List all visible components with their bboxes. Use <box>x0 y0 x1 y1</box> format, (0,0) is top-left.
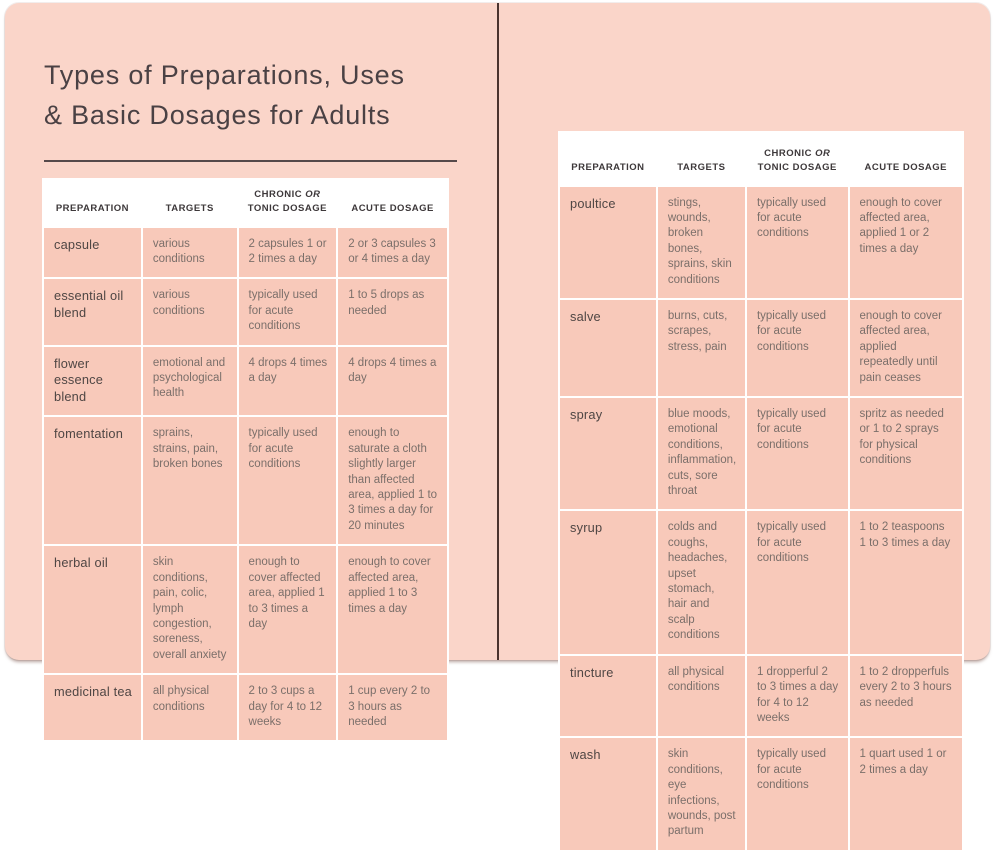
table-row <box>44 675 447 740</box>
acute-dosage-cell: 4 drops 4 times a day <box>338 347 447 416</box>
targets-cell: skin conditions, eye infections, wounds, post partum <box>658 738 745 849</box>
acute-dosage-cell: enough to saturate a cloth slightly larger than affected area, applied 1 to 3 times a day for 20 minutes <box>338 417 447 544</box>
acute-dosage-cell: 2 or 3 capsules 3 or 4 times a day <box>338 228 447 278</box>
preparation-cell: salve <box>560 300 656 396</box>
chronic-tonic-dosage-cell: typically used for acute conditions <box>239 417 337 544</box>
column-header-acute-dosage: ACUTE DOSAGE <box>338 180 447 226</box>
acute-dosage-cell: 1 to 5 drops as needed <box>338 279 447 344</box>
acute-dosage-cell: enough to cover affected area, applied 1 or 2 times a day <box>850 187 962 298</box>
table-header-row <box>44 180 447 226</box>
chronic-tonic-dosage-cell: typically used for acute conditions <box>747 511 848 653</box>
title-underline <box>44 160 457 162</box>
preparation-cell: essential oil blend <box>44 279 141 344</box>
page-title <box>44 55 405 135</box>
table-row <box>44 417 447 544</box>
table-row <box>560 738 962 849</box>
table-row <box>560 187 962 298</box>
page-title-line1: Types of Preparations, Uses <box>44 60 405 90</box>
acute-dosage-cell: enough to cover affected area, applied 1 to 3 times a day <box>338 546 447 673</box>
table-row <box>44 546 447 673</box>
preparation-cell: flower essence blend <box>44 347 141 416</box>
book-spread <box>5 3 990 838</box>
chronic-tonic-dosage-cell: typically used for acute conditions <box>747 738 848 849</box>
preparation-cell: capsule <box>44 228 141 278</box>
acute-dosage-cell: 1 quart used 1 or 2 times a day <box>850 738 962 849</box>
acute-dosage-cell: 1 cup every 2 to 3 hours as needed <box>338 675 447 740</box>
column-header-preparation: PREPARATION <box>560 133 656 185</box>
targets-cell: colds and coughs, headaches, upset stomach, hair and scalp conditions <box>658 511 745 653</box>
targets-cell: stings, wounds, broken bones, sprains, skin conditions <box>658 187 745 298</box>
acute-dosage-cell: 1 to 2 dropperfuls every 2 to 3 hours as needed <box>850 656 962 737</box>
preparation-cell: fomentation <box>44 417 141 544</box>
table-row <box>44 228 447 278</box>
column-header-targets: TARGETS <box>143 180 237 226</box>
targets-cell: sprains, strains, pain, broken bones <box>143 417 237 544</box>
table-row <box>560 511 962 653</box>
targets-cell: all physical conditions <box>143 675 237 740</box>
column-header-acute-dosage: ACUTE DOSAGE <box>850 133 962 185</box>
chronic-tonic-dosage-cell: typically used for acute conditions <box>239 279 337 344</box>
targets-cell: emotional and psychological health <box>143 347 237 416</box>
targets-cell: all physical conditions <box>658 656 745 737</box>
table-row <box>44 347 447 416</box>
chronic-tonic-dosage-cell: enough to cover affected area, applied 1 to 3 times a day <box>239 546 337 673</box>
page-spine-divider <box>497 3 499 660</box>
table-row <box>44 279 447 344</box>
table-header-row <box>560 133 962 185</box>
column-header-chronic-tonic-dosage: CHRONIC OR TONIC DOSAGE <box>239 180 337 226</box>
acute-dosage-cell: spritz as needed or 1 to 2 sprays for physical conditions <box>850 398 962 509</box>
targets-cell: blue moods, emotional conditions, inflammation, cuts, sore throat <box>658 398 745 509</box>
chronic-tonic-dosage-cell: 2 capsules 1 or 2 times a day <box>239 228 337 278</box>
table-row <box>560 398 962 509</box>
preparation-cell: spray <box>560 398 656 509</box>
preparation-cell: wash <box>560 738 656 849</box>
targets-cell: burns, cuts, scrapes, stress, pain <box>658 300 745 396</box>
preparations-table-right <box>558 131 964 852</box>
chronic-tonic-dosage-cell: 2 to 3 cups a day for 4 to 12 weeks <box>239 675 337 740</box>
targets-cell: various conditions <box>143 228 237 278</box>
column-header-preparation: PREPARATION <box>44 180 141 226</box>
preparation-cell: tincture <box>560 656 656 737</box>
acute-dosage-cell: enough to cover affected area, applied repeatedly until pain ceases <box>850 300 962 396</box>
preparation-cell: poultice <box>560 187 656 298</box>
chronic-tonic-dosage-cell: typically used for acute conditions <box>747 187 848 298</box>
preparation-cell: syrup <box>560 511 656 653</box>
chronic-tonic-dosage-cell: 1 dropperful 2 to 3 times a day for 4 to 12 weeks <box>747 656 848 737</box>
chronic-tonic-dosage-cell: typically used for acute conditions <box>747 398 848 509</box>
chronic-tonic-dosage-cell: 4 drops 4 times a day <box>239 347 337 416</box>
targets-cell: various conditions <box>143 279 237 344</box>
chronic-tonic-dosage-cell: typically used for acute conditions <box>747 300 848 396</box>
acute-dosage-cell: 1 to 2 teaspoons 1 to 3 times a day <box>850 511 962 653</box>
column-header-targets: TARGETS <box>658 133 745 185</box>
table-row <box>560 300 962 396</box>
preparations-table-left <box>42 178 449 742</box>
preparation-cell: medicinal tea <box>44 675 141 740</box>
page-title-line2: & Basic Dosages for Adults <box>44 100 391 130</box>
preparation-cell: herbal oil <box>44 546 141 673</box>
targets-cell: skin conditions, pain, colic, lymph congestion, soreness, overall anxiety <box>143 546 237 673</box>
column-header-chronic-tonic-dosage: CHRONIC OR TONIC DOSAGE <box>747 133 848 185</box>
